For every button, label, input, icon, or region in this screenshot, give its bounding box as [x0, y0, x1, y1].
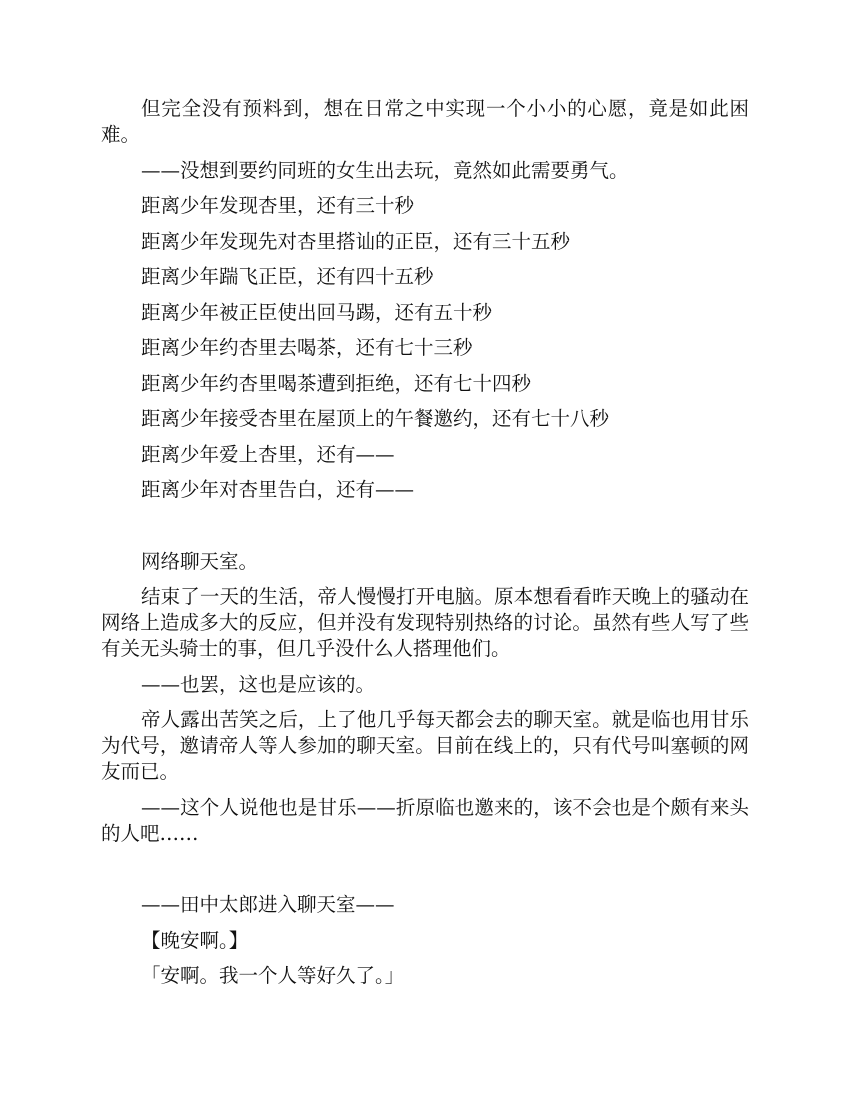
- paragraph: 距离少年约杏里喝茶遭到拒绝，还有七十四秒: [141, 371, 532, 395]
- paragraph: 距离少年踹飞正臣，还有四十五秒: [141, 265, 434, 288]
- paragraph: 距离少年接受杏里在屋顶上的午餐邀约，还有七十八秒: [141, 407, 610, 430]
- paragraph: ——没想到要约同班的女生出去玩，竟然如此需要勇气。: [141, 158, 629, 182]
- section-gap: [101, 513, 749, 549]
- paragraph: 「安啊。我一个人等好久了。」: [141, 964, 405, 987]
- paragraph: 距离少年发现先对杏里搭讪的正臣，还有三十五秒: [141, 229, 571, 253]
- section-3: [101, 892, 749, 989]
- paragraph: ——田中太郎进入聊天室——: [141, 893, 395, 916]
- paragraph: 距离少年爱上杏里，还有——: [141, 442, 395, 466]
- section-1: [101, 96, 749, 503]
- paragraph: 距离少年发现杏里，还有三十秒: [141, 194, 415, 217]
- paragraph: ——这个人说他也是甘乐——折原临也邀来的，该不会也是个颇有来头的人吧……: [101, 795, 749, 845]
- paragraph: ——也罢，这也是应该的。: [141, 672, 376, 696]
- paragraph: 结束了一天的生活，帝人慢慢打开电脑。原本想看看昨天晚上的骚动在网络上造成多大的反应，但并没有发现特别热络的讨论。虽然有些人写了些有关无头骑士的事，但几乎没什么人搭理他们。: [101, 585, 749, 660]
- paragraph: 距离少年被正臣使出回马踢，还有五十秒: [141, 300, 493, 324]
- paragraph: 距离少年约杏里去喝茶，还有七十三秒: [141, 336, 473, 359]
- document-page: [101, 96, 749, 999]
- section-gap: [101, 856, 749, 892]
- paragraph: 网络聊天室。: [141, 549, 259, 573]
- paragraph: 帝人露出苦笑之后，上了他几乎每天都会去的聊天室。就是临也用甘乐为代号，邀请帝人等人参加的聊天室。目前在线上的，只有代号叫塞顿的网友而已。: [101, 708, 749, 783]
- paragraph: 【晚安啊。】: [141, 928, 249, 952]
- paragraph: 距离少年对杏里告白，还有——: [141, 478, 415, 501]
- section-2: [101, 549, 749, 847]
- paragraph: 但完全没有预料到，想在日常之中实现一个小小的心愿，竟是如此困难。: [101, 97, 749, 146]
